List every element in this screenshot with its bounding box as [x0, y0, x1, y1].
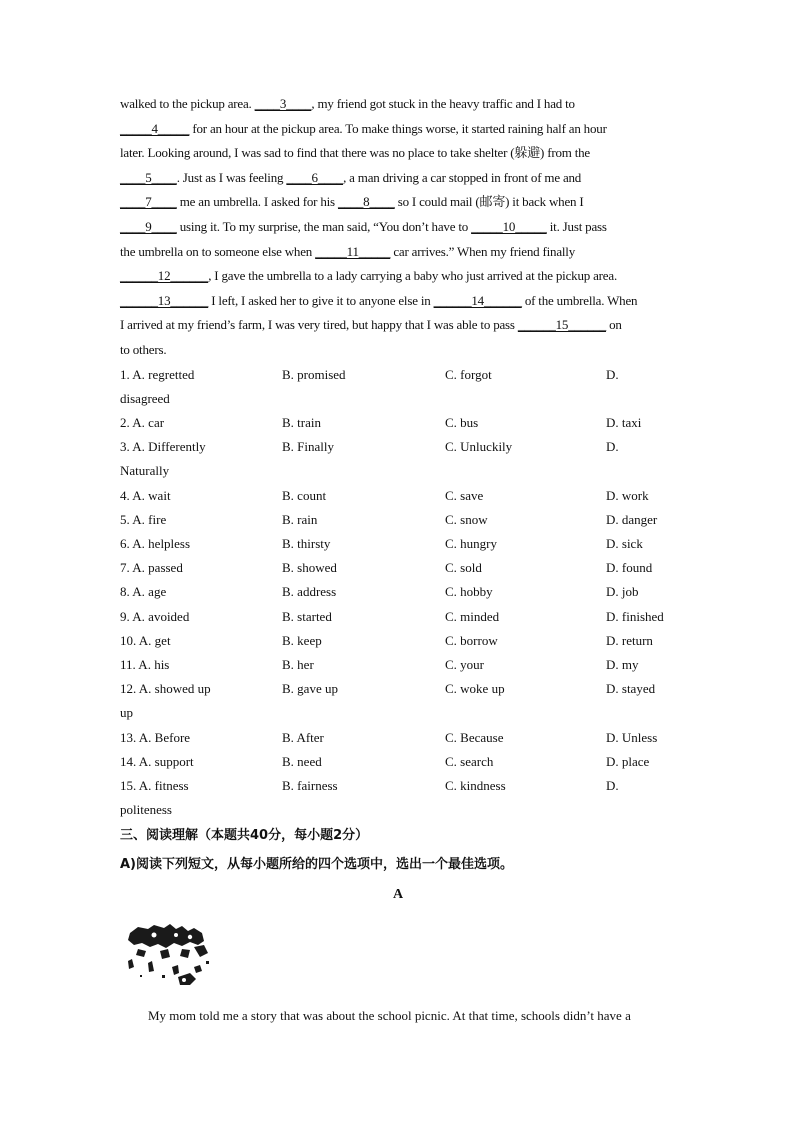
option-row: [120, 411, 676, 435]
passage-line: [120, 117, 676, 142]
options-list: [120, 363, 676, 823]
option-c[interactable]: C. Because: [445, 729, 504, 745]
option-c[interactable]: C. woke up: [445, 681, 505, 697]
option-b[interactable]: B. After: [282, 729, 324, 745]
passage-line: [120, 215, 676, 240]
document-page: [120, 92, 676, 907]
answer-blank[interactable]: ____3____: [254, 96, 312, 111]
passage-line: [120, 338, 676, 363]
option-d[interactable]: D. my: [606, 656, 639, 672]
option-d[interactable]: D. return: [606, 632, 653, 648]
option-a[interactable]: 15. A. fitness: [120, 777, 189, 793]
option-c[interactable]: C. your: [445, 656, 484, 672]
option-b[interactable]: B. started: [282, 608, 332, 624]
passage-text: walked to the pickup area.: [120, 96, 255, 111]
passage-line: [120, 313, 676, 338]
passage-line: [120, 92, 676, 117]
option-row: [120, 677, 676, 701]
passage-line: [120, 141, 676, 166]
answer-blank[interactable]: ______15______: [517, 317, 607, 333]
passage-line: [120, 240, 676, 265]
option-a[interactable]: 2. A. car: [120, 414, 165, 430]
story-first-line: My mom told me a story that was about the school picnic. At that time, schools didn’t have a: [148, 1008, 631, 1023]
option-row: [120, 363, 676, 387]
option-b[interactable]: B. promised: [282, 366, 346, 382]
passage-text: it. Just pass: [546, 218, 607, 234]
option-a[interactable]: 14. A. support: [120, 753, 194, 769]
option-a[interactable]: 12. A. showed up: [120, 681, 211, 697]
picnic-illustration: [124, 915, 214, 993]
option-b[interactable]: B. address: [282, 584, 337, 600]
option-d[interactable]: D. stayed: [606, 681, 656, 697]
answer-blank[interactable]: _____10_____: [471, 218, 547, 234]
passage-text: car arrives.” When my friend finally: [390, 243, 576, 259]
passage-text: , a man driving a car stopped in front of me and: [343, 169, 582, 185]
option-d-wrap[interactable]: Naturally: [120, 463, 170, 479]
option-d[interactable]: D.: [606, 777, 619, 793]
passage-line: [120, 190, 676, 215]
passage-text: so I could mail (邮寄) it back when I: [394, 194, 584, 210]
answer-blank[interactable]: ______13______: [120, 292, 209, 308]
option-b[interactable]: B. her: [282, 656, 314, 672]
option-a[interactable]: 11. A. his: [120, 656, 170, 672]
option-d[interactable]: D.: [606, 439, 619, 455]
option-d[interactable]: D. finished: [606, 608, 664, 624]
option-d-wrap[interactable]: politeness: [120, 802, 172, 818]
option-row: [120, 556, 676, 580]
option-d[interactable]: D. job: [606, 584, 639, 600]
option-row: [120, 653, 676, 677]
option-c[interactable]: C. hobby: [445, 584, 493, 600]
option-a[interactable]: 13. A. Before: [120, 729, 191, 745]
option-b[interactable]: B. rain: [282, 511, 318, 527]
answer-blank[interactable]: _____11_____: [315, 243, 391, 259]
option-row: [120, 435, 676, 459]
passage-text: on: [606, 317, 622, 333]
passage-label: A: [392, 887, 404, 903]
option-a[interactable]: 7. A. passed: [120, 560, 183, 576]
passage-text: of the umbrella. When: [521, 292, 638, 308]
option-c[interactable]: C. kindness: [445, 777, 506, 793]
option-a[interactable]: 3. A. Differently: [120, 439, 206, 455]
option-d[interactable]: D. danger: [606, 511, 658, 527]
option-row: [120, 580, 676, 604]
option-c[interactable]: C. snow: [445, 511, 488, 527]
option-d-wrap[interactable]: up: [120, 705, 133, 721]
passage-text: , I gave the umbrella to a lady carrying a baby who just arrived at the pickup area.: [208, 268, 617, 284]
option-b[interactable]: B. Finally: [282, 439, 335, 455]
option-row: [120, 629, 676, 653]
option-d-wrap[interactable]: disagreed: [120, 390, 170, 406]
passage-line: [120, 166, 676, 191]
option-a[interactable]: 1. A. regretted: [120, 366, 195, 382]
option-d[interactable]: D. taxi: [606, 414, 642, 430]
option-row: [120, 726, 676, 750]
answer-blank[interactable]: ____7____: [120, 194, 177, 210]
answer-blank[interactable]: ______12______: [120, 268, 209, 284]
option-a[interactable]: 10. A. get: [120, 632, 171, 648]
option-d[interactable]: D. Unless: [606, 729, 658, 745]
passage-text: , my friend got stuck in the heavy traffic and I had to: [311, 96, 575, 111]
option-c[interactable]: C. search: [445, 753, 494, 769]
answer-blank[interactable]: ______14______: [433, 292, 522, 308]
option-b[interactable]: B. train: [282, 414, 321, 430]
option-row: [120, 774, 676, 798]
passage-text: for an hour at the pickup area. To make things worse, it started raining half an hour: [189, 120, 607, 136]
answer-blank[interactable]: ____8____: [337, 194, 395, 210]
option-b[interactable]: B. thirsty: [282, 535, 331, 551]
passage-text: me an umbrella. I asked for his: [176, 194, 338, 210]
option-row: [120, 532, 676, 556]
option-a[interactable]: 5. A. fire: [120, 511, 167, 527]
passage-text: using it. To my surprise, the man said, “You don’t have to: [176, 218, 472, 234]
option-c[interactable]: C. sold: [445, 560, 482, 576]
passage-text: I left, I asked her to give it to anyone else in: [208, 292, 434, 308]
answer-blank[interactable]: _____4_____: [120, 120, 190, 136]
passage-line: [120, 289, 676, 314]
passage-text: the umbrella on to someone else when: [120, 243, 316, 259]
option-row: [120, 508, 676, 532]
option-b[interactable]: B. keep: [282, 632, 322, 648]
option-c[interactable]: C. borrow: [445, 632, 498, 648]
cloze-passage: [120, 92, 676, 363]
option-a[interactable]: 8. A. age: [120, 584, 167, 600]
passage-text: later. Looking around, I was sad to find that there was no place to take shelter (躲避) from the: [120, 145, 590, 161]
option-b[interactable]: B. need: [282, 753, 322, 769]
option-c[interactable]: C. Unluckily: [445, 439, 513, 455]
option-c[interactable]: C. hungry: [445, 535, 497, 551]
passage-line: [120, 264, 676, 289]
option-c[interactable]: C. bus: [445, 414, 479, 430]
answer-blank[interactable]: ____6____: [286, 169, 344, 185]
passage-text: I arrived at my friend’s farm, I was very tired, but happy that I was able to pass: [120, 317, 518, 333]
answer-blank[interactable]: ____9____: [120, 218, 177, 234]
option-row: [120, 605, 676, 629]
instruction-text: A)阅读下列短文，从每小题所给的四个选项中，选出一个最佳选项。: [120, 857, 514, 873]
option-b[interactable]: B. fairness: [282, 777, 338, 793]
option-c[interactable]: C. save: [445, 487, 484, 503]
option-b[interactable]: B. count: [282, 487, 327, 503]
answer-blank[interactable]: ____5____: [120, 169, 177, 185]
passage-text: to others.: [120, 341, 167, 357]
option-row: [120, 484, 676, 508]
option-a[interactable]: 4. A. wait: [120, 487, 171, 503]
option-b[interactable]: B. showed: [282, 560, 337, 576]
option-d[interactable]: D. found: [606, 560, 653, 576]
option-a[interactable]: 6. A. helpless: [120, 535, 191, 551]
option-d[interactable]: D. sick: [606, 535, 643, 551]
option-b[interactable]: B. gave up: [282, 681, 338, 697]
option-a[interactable]: 9. A. avoided: [120, 608, 190, 624]
option-d[interactable]: D. place: [606, 753, 650, 769]
option-row: [120, 750, 676, 774]
option-c[interactable]: C. minded: [445, 608, 500, 624]
option-d[interactable]: D. work: [606, 487, 649, 503]
option-c[interactable]: C. forgot: [445, 366, 492, 382]
section-heading: 三、阅读理解（本题共40分，每小题2分）: [120, 828, 369, 844]
passage-text: . Just as I was feeling: [176, 169, 287, 185]
option-d[interactable]: D.: [606, 366, 619, 382]
